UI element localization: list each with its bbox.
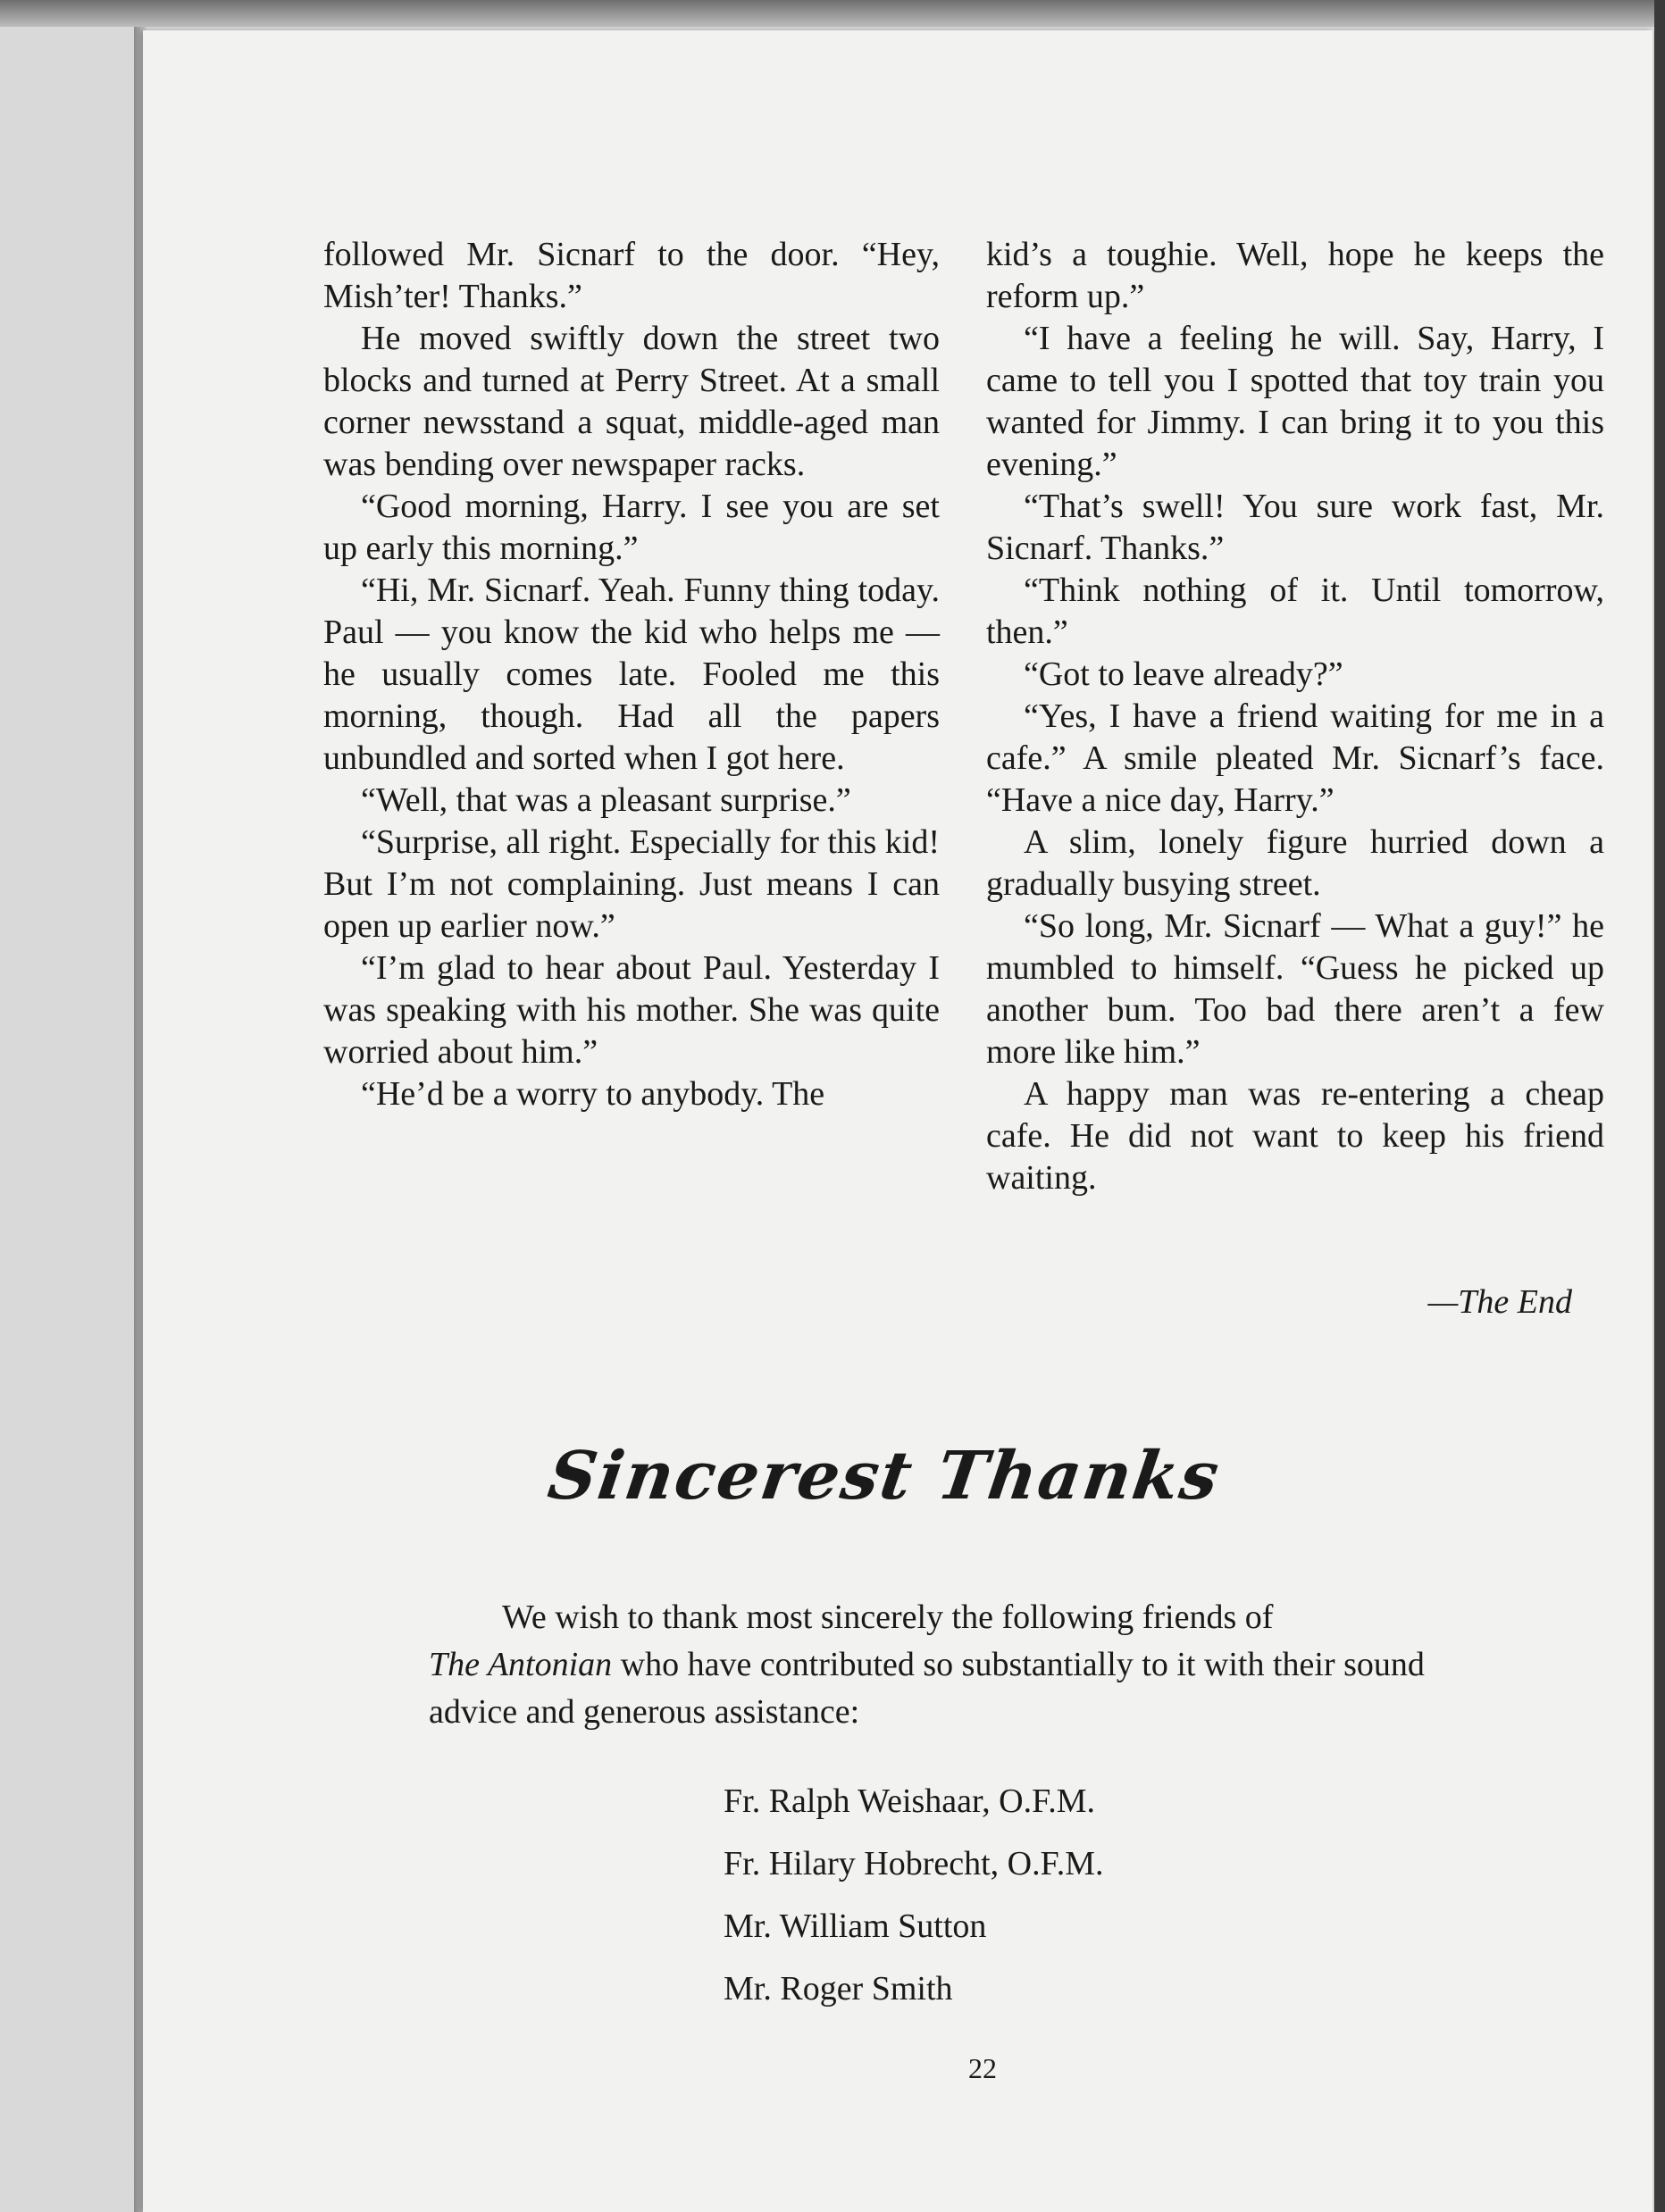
thanks-intro-line: We wish to thank most sincerely the following friends of — [502, 1598, 1274, 1636]
story-paragraph: “He’d be a worry to anybody. The — [361, 1075, 825, 1113]
story-paragraph: “That’s swell! You sure work fast, Mr. Sicnarf. Thanks.” — [986, 488, 1604, 567]
story-paragraph: “So long, Mr. Sicnarf — What a guy!” he mumbled to himself. “Guess he picked up another bum. Too bad there aren’t a few more like him.” — [986, 907, 1604, 1071]
thanks-intro-paragraph — [429, 1594, 1501, 1736]
contributor-name: Mr. Roger Smith — [724, 1970, 953, 2007]
the-end-signoff: —The End — [1427, 1283, 1572, 1321]
contributor-name: Mr. William Sutton — [724, 1907, 987, 1945]
story-paragraph: “Good morning, Harry. I see you are set up early this morning.” — [323, 488, 940, 567]
story-paragraph: “I’m glad to hear about Paul. Yesterday I was speaking with his mother. She was quite worried about him.” — [323, 949, 940, 1071]
story-paragraph: A slim, lonely figure hurried down a gradually busying street. — [986, 823, 1604, 903]
contributor-name: Fr. Ralph Weishaar, O.F.M. — [724, 1782, 1095, 1820]
story-paragraph: A happy man was re-entering a cheap cafe. He did not want to keep his friend waiting. — [986, 1075, 1604, 1197]
publication-name: The Antonian — [429, 1646, 613, 1683]
story-paragraph: “Well, that was a pleasant surprise.” — [361, 781, 851, 819]
story-right-column — [986, 234, 1604, 1199]
page-number: 22 — [968, 2052, 997, 2084]
scan-top-shadow — [0, 0, 1665, 27]
story-paragraph: “I have a feeling he will. Say, Harry, I came to tell you I spotted that toy train you wanted for Jimmy. I can bring it to you this evening.” — [986, 320, 1604, 483]
story-paragraph: kid’s a toughie. Well, hope he keeps the reform up.” — [986, 236, 1604, 315]
sincerest-thanks-heading: Sincerest Thanks — [543, 1438, 1226, 1515]
story-paragraph: followed Mr. Sicnarf to the door. “Hey, Mish’ter! Thanks.” — [323, 236, 940, 315]
story-paragraph: “Surprise, all right. Especially for this kid! But I’m not complaining. Just means I can open up earlier now.” — [323, 823, 940, 945]
thanks-intro-continuation: who have contributed so substantially to it with their sound advice and generous assistance: — [429, 1646, 1425, 1731]
story-paragraph: “Yes, I have a friend waiting for me in a cafe.” A smile pleated Mr. Sicnarf’s face. “Have a nice day, Harry.” — [986, 697, 1604, 819]
story-paragraph: “Hi, Mr. Sicnarf. Yeah. Funny thing today. Paul — you know the kid who helps me — he usually comes late. Fooled me this morning, though. Had all the papers unbundled and sorted when I got here. — [323, 572, 940, 777]
contributor-list — [724, 1770, 1349, 2020]
story-paragraph: He moved swiftly down the street two blocks and turned at Perry Street. At a small corner newsstand a squat, middle-aged man was bending over newspaper racks. — [323, 320, 940, 483]
story-left-column — [323, 234, 940, 1115]
story-paragraph: “Think nothing of it. Until tomorrow, then.” — [986, 572, 1604, 651]
scan-right-edge — [1654, 0, 1665, 2212]
contributor-name: Fr. Hilary Hobrecht, O.F.M. — [724, 1845, 1104, 1882]
story-paragraph: “Got to leave already?” — [1024, 655, 1343, 693]
